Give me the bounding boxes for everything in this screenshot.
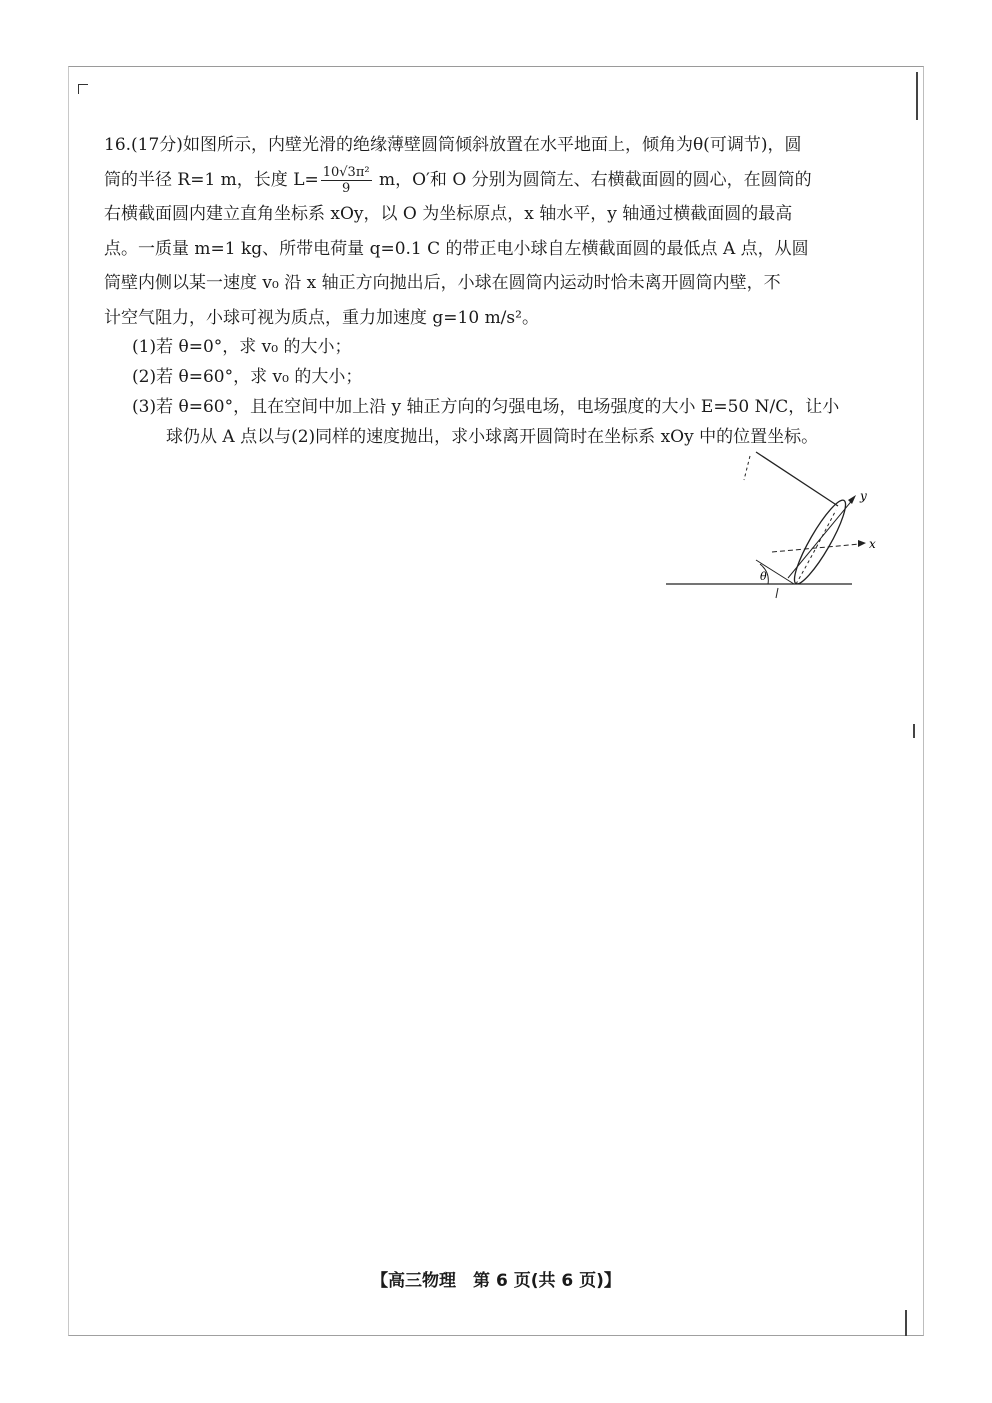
page-footer: 【高三物理 第 6 页(共 6 页)】 [371, 1271, 621, 1291]
question-text-2b: m，O′和 O 分别为圆筒左、右横截面圆的圆心，在圆筒的 [373, 169, 812, 190]
question-text-2a: 筒的半径 R=1 m，长度 L= [104, 169, 319, 190]
scan-mark-right-bottom [905, 1310, 907, 1336]
question-line-5: 筒壁内侧以某一速度 v₀ 沿 x 轴正方向抛出后，小球在圆筒内运动时恰未离开圆筒内壁，不 [104, 273, 781, 293]
cylinder-top-edge [756, 452, 838, 506]
corner-crop-mark [78, 84, 88, 94]
subquestion-3-line-2: 球仍从 A 点以与(2)同样的速度抛出，求小球离开圆筒时在坐标系 xOy 中的位置坐标。 [166, 427, 819, 447]
cylinder-diagram [660, 440, 890, 610]
x-axis [772, 544, 860, 552]
scan-mark-right-mid [913, 724, 915, 738]
cylinder-end-ellipse [787, 495, 852, 588]
cylinder-hidden-edge [744, 456, 750, 480]
y-axis-label: y [860, 489, 867, 503]
scan-mark-right-top [916, 72, 918, 120]
y-axis [788, 498, 854, 578]
question-16 [104, 128, 884, 335]
subquestion-1: (1)若 θ=0°，求 v₀ 的大小； [132, 337, 352, 357]
subquestion-2: (2)若 θ=60°，求 v₀ 的大小； [132, 367, 363, 387]
question-points: (17分) [131, 135, 183, 155]
base-tick [776, 588, 778, 598]
question-line-3: 右横截面圆内建立直角坐标系 xOy，以 O 为坐标原点，x 轴水平，y 轴通过横截面圆的最高 [104, 204, 793, 224]
question-line-4: 点。一质量 m=1 kg、所带电荷量 q=0.1 C 的带正电小球自左横截面圆的最低点 A 点，从圆 [104, 238, 809, 259]
x-axis-label: x [869, 537, 876, 551]
y-axis-arrow [848, 495, 856, 504]
fraction-numerator: 10√3π² [322, 164, 370, 180]
subquestion-3-line-1: (3)若 θ=60°，且在空间中加上沿 y 轴正方向的匀强电场，电场强度的大小 E=50 N/C，让小 [132, 397, 840, 417]
length-fraction [321, 165, 372, 196]
question-line-1 [104, 128, 884, 163]
x-axis-arrow [858, 540, 866, 547]
question-line-6: 计空气阻力，小球可视为质点，重力加速度 g=10 m/s²。 [104, 307, 539, 328]
question-line-2 [104, 163, 884, 198]
fraction-denominator: 9 [342, 180, 351, 196]
question-number: 16. [104, 135, 132, 155]
question-text-1: 如图所示，内壁光滑的绝缘薄壁圆筒倾斜放置在水平地面上，倾角为θ(可调节)，圆 [182, 135, 802, 155]
theta-label: θ [760, 570, 767, 583]
